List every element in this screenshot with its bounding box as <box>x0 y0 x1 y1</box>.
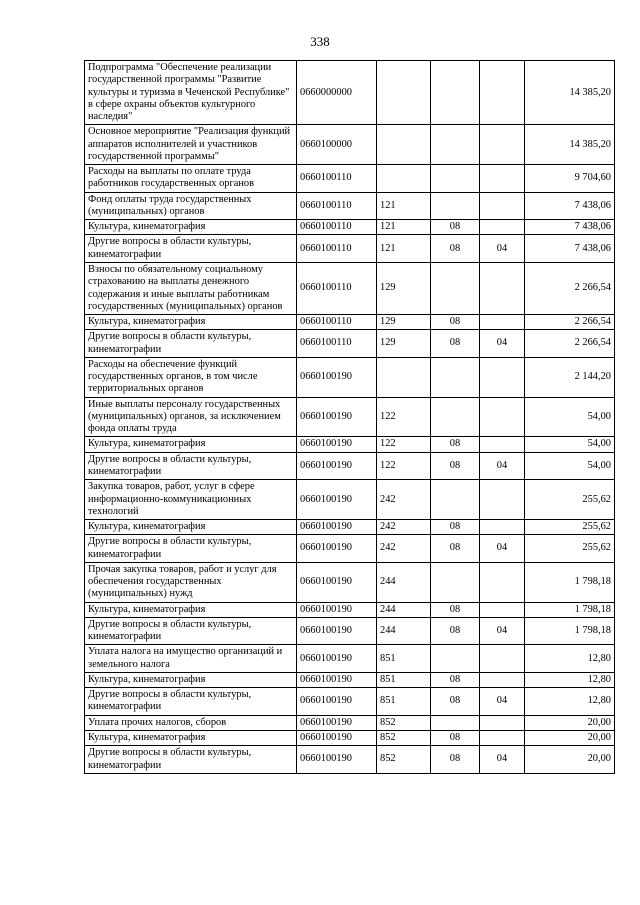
amount-cell: 54,00 <box>525 397 615 437</box>
subsection-cell <box>480 262 525 314</box>
target-code-cell: 0660100000 <box>297 125 377 165</box>
section-cell <box>431 61 480 125</box>
expense-type-cell: 122 <box>377 397 431 437</box>
expense-name-cell: Другие вопросы в области культуры, кинематографии <box>85 617 297 645</box>
expense-type-cell <box>377 61 431 125</box>
target-code-cell: 0660100190 <box>297 672 377 687</box>
expense-type-cell <box>377 357 431 397</box>
subsection-cell <box>480 715 525 730</box>
target-code-cell: 0660100190 <box>297 562 377 602</box>
expense-name-cell: Культура, кинематография <box>85 437 297 452</box>
table-row <box>85 125 615 165</box>
budget-table-body <box>85 61 615 774</box>
expense-type-cell <box>377 165 431 193</box>
amount-cell: 7 438,06 <box>525 192 615 220</box>
amount-cell: 20,00 <box>525 731 615 746</box>
subsection-cell <box>480 731 525 746</box>
section-cell: 08 <box>431 452 480 480</box>
section-cell <box>431 715 480 730</box>
amount-cell: 54,00 <box>525 437 615 452</box>
amount-cell: 9 704,60 <box>525 165 615 193</box>
expense-name-cell: Основное мероприятие "Реализация функций аппаратов исполнителей и участников государственной программы" <box>85 125 297 165</box>
expense-name-cell: Подпрограмма "Обеспечение реализации государственной программы "Развитие культуры и туризма в Чеченской Республике" в сфере охраны объектов культурного наследия" <box>85 61 297 125</box>
expense-type-cell: 244 <box>377 602 431 617</box>
subsection-cell: 04 <box>480 746 525 774</box>
target-code-cell: 0660100190 <box>297 746 377 774</box>
subsection-cell: 04 <box>480 617 525 645</box>
expense-name-cell: Уплата прочих налогов, сборов <box>85 715 297 730</box>
table-row <box>85 397 615 437</box>
amount-cell: 54,00 <box>525 452 615 480</box>
table-row <box>85 688 615 716</box>
section-cell: 08 <box>431 330 480 358</box>
subsection-cell <box>480 192 525 220</box>
expense-type-cell: 851 <box>377 645 431 673</box>
table-row <box>85 602 615 617</box>
target-code-cell: 0660100190 <box>297 602 377 617</box>
expense-name-cell: Другие вопросы в области культуры, кинематографии <box>85 688 297 716</box>
subsection-cell <box>480 315 525 330</box>
section-cell: 08 <box>431 315 480 330</box>
target-code-cell: 0660100110 <box>297 235 377 263</box>
table-row <box>85 617 615 645</box>
expense-type-cell: 121 <box>377 220 431 235</box>
amount-cell: 1 798,18 <box>525 602 615 617</box>
subsection-cell <box>480 520 525 535</box>
subsection-cell <box>480 437 525 452</box>
amount-cell: 2 144,20 <box>525 357 615 397</box>
subsection-cell <box>480 480 525 520</box>
expense-name-cell: Прочая закупка товаров, работ и услуг для обеспечения государственных (муниципальных) нужд <box>85 562 297 602</box>
section-cell <box>431 165 480 193</box>
expense-name-cell: Другие вопросы в области культуры, кинематографии <box>85 330 297 358</box>
table-row <box>85 262 615 314</box>
target-code-cell: 0660100110 <box>297 165 377 193</box>
amount-cell: 20,00 <box>525 746 615 774</box>
section-cell: 08 <box>431 617 480 645</box>
expense-name-cell: Культура, кинематография <box>85 520 297 535</box>
amount-cell: 1 798,18 <box>525 562 615 602</box>
section-cell <box>431 125 480 165</box>
expense-name-cell: Культура, кинематография <box>85 672 297 687</box>
expense-name-cell: Другие вопросы в области культуры, кинематографии <box>85 535 297 563</box>
target-code-cell: 0660100190 <box>297 617 377 645</box>
target-code-cell: 0660100190 <box>297 535 377 563</box>
expense-name-cell: Закупка товаров, работ, услуг в сфере информационно-коммуникационных технологий <box>85 480 297 520</box>
amount-cell: 2 266,54 <box>525 315 615 330</box>
expense-type-cell: 121 <box>377 192 431 220</box>
table-row <box>85 357 615 397</box>
target-code-cell: 0660100190 <box>297 688 377 716</box>
expense-name-cell: Другие вопросы в области культуры, кинематографии <box>85 746 297 774</box>
expense-type-cell: 851 <box>377 688 431 716</box>
amount-cell: 2 266,54 <box>525 262 615 314</box>
subsection-cell: 04 <box>480 688 525 716</box>
target-code-cell: 0660100190 <box>297 397 377 437</box>
expense-name-cell: Культура, кинематография <box>85 602 297 617</box>
subsection-cell <box>480 125 525 165</box>
section-cell: 08 <box>431 746 480 774</box>
amount-cell: 12,80 <box>525 672 615 687</box>
budget-table <box>84 60 615 774</box>
expense-name-cell: Уплата налога на имущество организаций и земельного налога <box>85 645 297 673</box>
expense-type-cell: 122 <box>377 452 431 480</box>
section-cell <box>431 480 480 520</box>
target-code-cell: 0660100190 <box>297 645 377 673</box>
target-code-cell: 0660100110 <box>297 330 377 358</box>
table-row <box>85 480 615 520</box>
section-cell: 08 <box>431 220 480 235</box>
section-cell <box>431 357 480 397</box>
expense-type-cell: 129 <box>377 315 431 330</box>
table-row <box>85 520 615 535</box>
table-row <box>85 165 615 193</box>
section-cell: 08 <box>431 235 480 263</box>
expense-name-cell: Расходы на выплаты по оплате труда работников государственных органов <box>85 165 297 193</box>
target-code-cell: 0660100110 <box>297 262 377 314</box>
expense-type-cell: 121 <box>377 235 431 263</box>
amount-cell: 14 385,20 <box>525 61 615 125</box>
expense-name-cell: Иные выплаты персоналу государственных (муниципальных) органов, за исключением фонда оплаты труда <box>85 397 297 437</box>
subsection-cell <box>480 220 525 235</box>
subsection-cell <box>480 602 525 617</box>
expense-name-cell: Культура, кинематография <box>85 731 297 746</box>
subsection-cell: 04 <box>480 235 525 263</box>
section-cell: 08 <box>431 535 480 563</box>
table-row <box>85 731 615 746</box>
expense-name-cell: Расходы на обеспечение функций государственных органов, в том числе территориальных органов <box>85 357 297 397</box>
section-cell: 08 <box>431 437 480 452</box>
amount-cell: 20,00 <box>525 715 615 730</box>
expense-type-cell: 129 <box>377 262 431 314</box>
section-cell: 08 <box>431 520 480 535</box>
expense-name-cell: Другие вопросы в области культуры, кинематографии <box>85 235 297 263</box>
amount-cell: 7 438,06 <box>525 220 615 235</box>
table-row <box>85 452 615 480</box>
page-number: 338 <box>310 34 330 49</box>
section-cell <box>431 562 480 602</box>
amount-cell: 255,62 <box>525 535 615 563</box>
table-row <box>85 235 615 263</box>
target-code-cell: 0660100190 <box>297 437 377 452</box>
table-row <box>85 746 615 774</box>
expense-type-cell: 244 <box>377 562 431 602</box>
table-row <box>85 535 615 563</box>
expense-type-cell: 242 <box>377 480 431 520</box>
table-row <box>85 672 615 687</box>
target-code-cell: 0660100110 <box>297 192 377 220</box>
target-code-cell: 0660100190 <box>297 731 377 746</box>
expense-name-cell: Другие вопросы в области культуры, кинематографии <box>85 452 297 480</box>
expense-type-cell: 242 <box>377 535 431 563</box>
subsection-cell <box>480 61 525 125</box>
expense-type-cell: 852 <box>377 746 431 774</box>
expense-type-cell: 242 <box>377 520 431 535</box>
target-code-cell: 0660100190 <box>297 715 377 730</box>
amount-cell: 7 438,06 <box>525 235 615 263</box>
section-cell <box>431 192 480 220</box>
table-row <box>85 192 615 220</box>
subsection-cell <box>480 165 525 193</box>
table-row <box>85 715 615 730</box>
subsection-cell: 04 <box>480 452 525 480</box>
amount-cell: 255,62 <box>525 520 615 535</box>
subsection-cell <box>480 397 525 437</box>
section-cell: 08 <box>431 672 480 687</box>
expense-type-cell: 244 <box>377 617 431 645</box>
table-row <box>85 61 615 125</box>
expense-name-cell: Культура, кинематография <box>85 220 297 235</box>
target-code-cell: 0660100190 <box>297 480 377 520</box>
target-code-cell: 0660100190 <box>297 357 377 397</box>
target-code-cell: 0660000000 <box>297 61 377 125</box>
expense-type-cell: 852 <box>377 731 431 746</box>
target-code-cell: 0660100190 <box>297 520 377 535</box>
table-row <box>85 437 615 452</box>
subsection-cell <box>480 357 525 397</box>
subsection-cell: 04 <box>480 330 525 358</box>
target-code-cell: 0660100110 <box>297 220 377 235</box>
subsection-cell <box>480 645 525 673</box>
target-code-cell: 0660100190 <box>297 452 377 480</box>
section-cell <box>431 397 480 437</box>
amount-cell: 2 266,54 <box>525 330 615 358</box>
table-row <box>85 220 615 235</box>
expense-type-cell: 851 <box>377 672 431 687</box>
amount-cell: 1 798,18 <box>525 617 615 645</box>
expense-name-cell: Взносы по обязательному социальному страхованию на выплаты денежного содержания и иные выплаты работникам государственных (муниципальных) органов <box>85 262 297 314</box>
subsection-cell <box>480 562 525 602</box>
amount-cell: 255,62 <box>525 480 615 520</box>
expense-type-cell: 852 <box>377 715 431 730</box>
expense-type-cell: 122 <box>377 437 431 452</box>
section-cell: 08 <box>431 602 480 617</box>
section-cell <box>431 645 480 673</box>
amount-cell: 12,80 <box>525 688 615 716</box>
table-row <box>85 315 615 330</box>
target-code-cell: 0660100110 <box>297 315 377 330</box>
expense-name-cell: Культура, кинематография <box>85 315 297 330</box>
expense-type-cell: 129 <box>377 330 431 358</box>
subsection-cell <box>480 672 525 687</box>
table-row <box>85 562 615 602</box>
subsection-cell: 04 <box>480 535 525 563</box>
expense-name-cell: Фонд оплаты труда государственных (муниципальных) органов <box>85 192 297 220</box>
section-cell: 08 <box>431 731 480 746</box>
table-row <box>85 645 615 673</box>
table-row <box>85 330 615 358</box>
expense-type-cell <box>377 125 431 165</box>
amount-cell: 14 385,20 <box>525 125 615 165</box>
amount-cell: 12,80 <box>525 645 615 673</box>
section-cell: 08 <box>431 688 480 716</box>
section-cell <box>431 262 480 314</box>
